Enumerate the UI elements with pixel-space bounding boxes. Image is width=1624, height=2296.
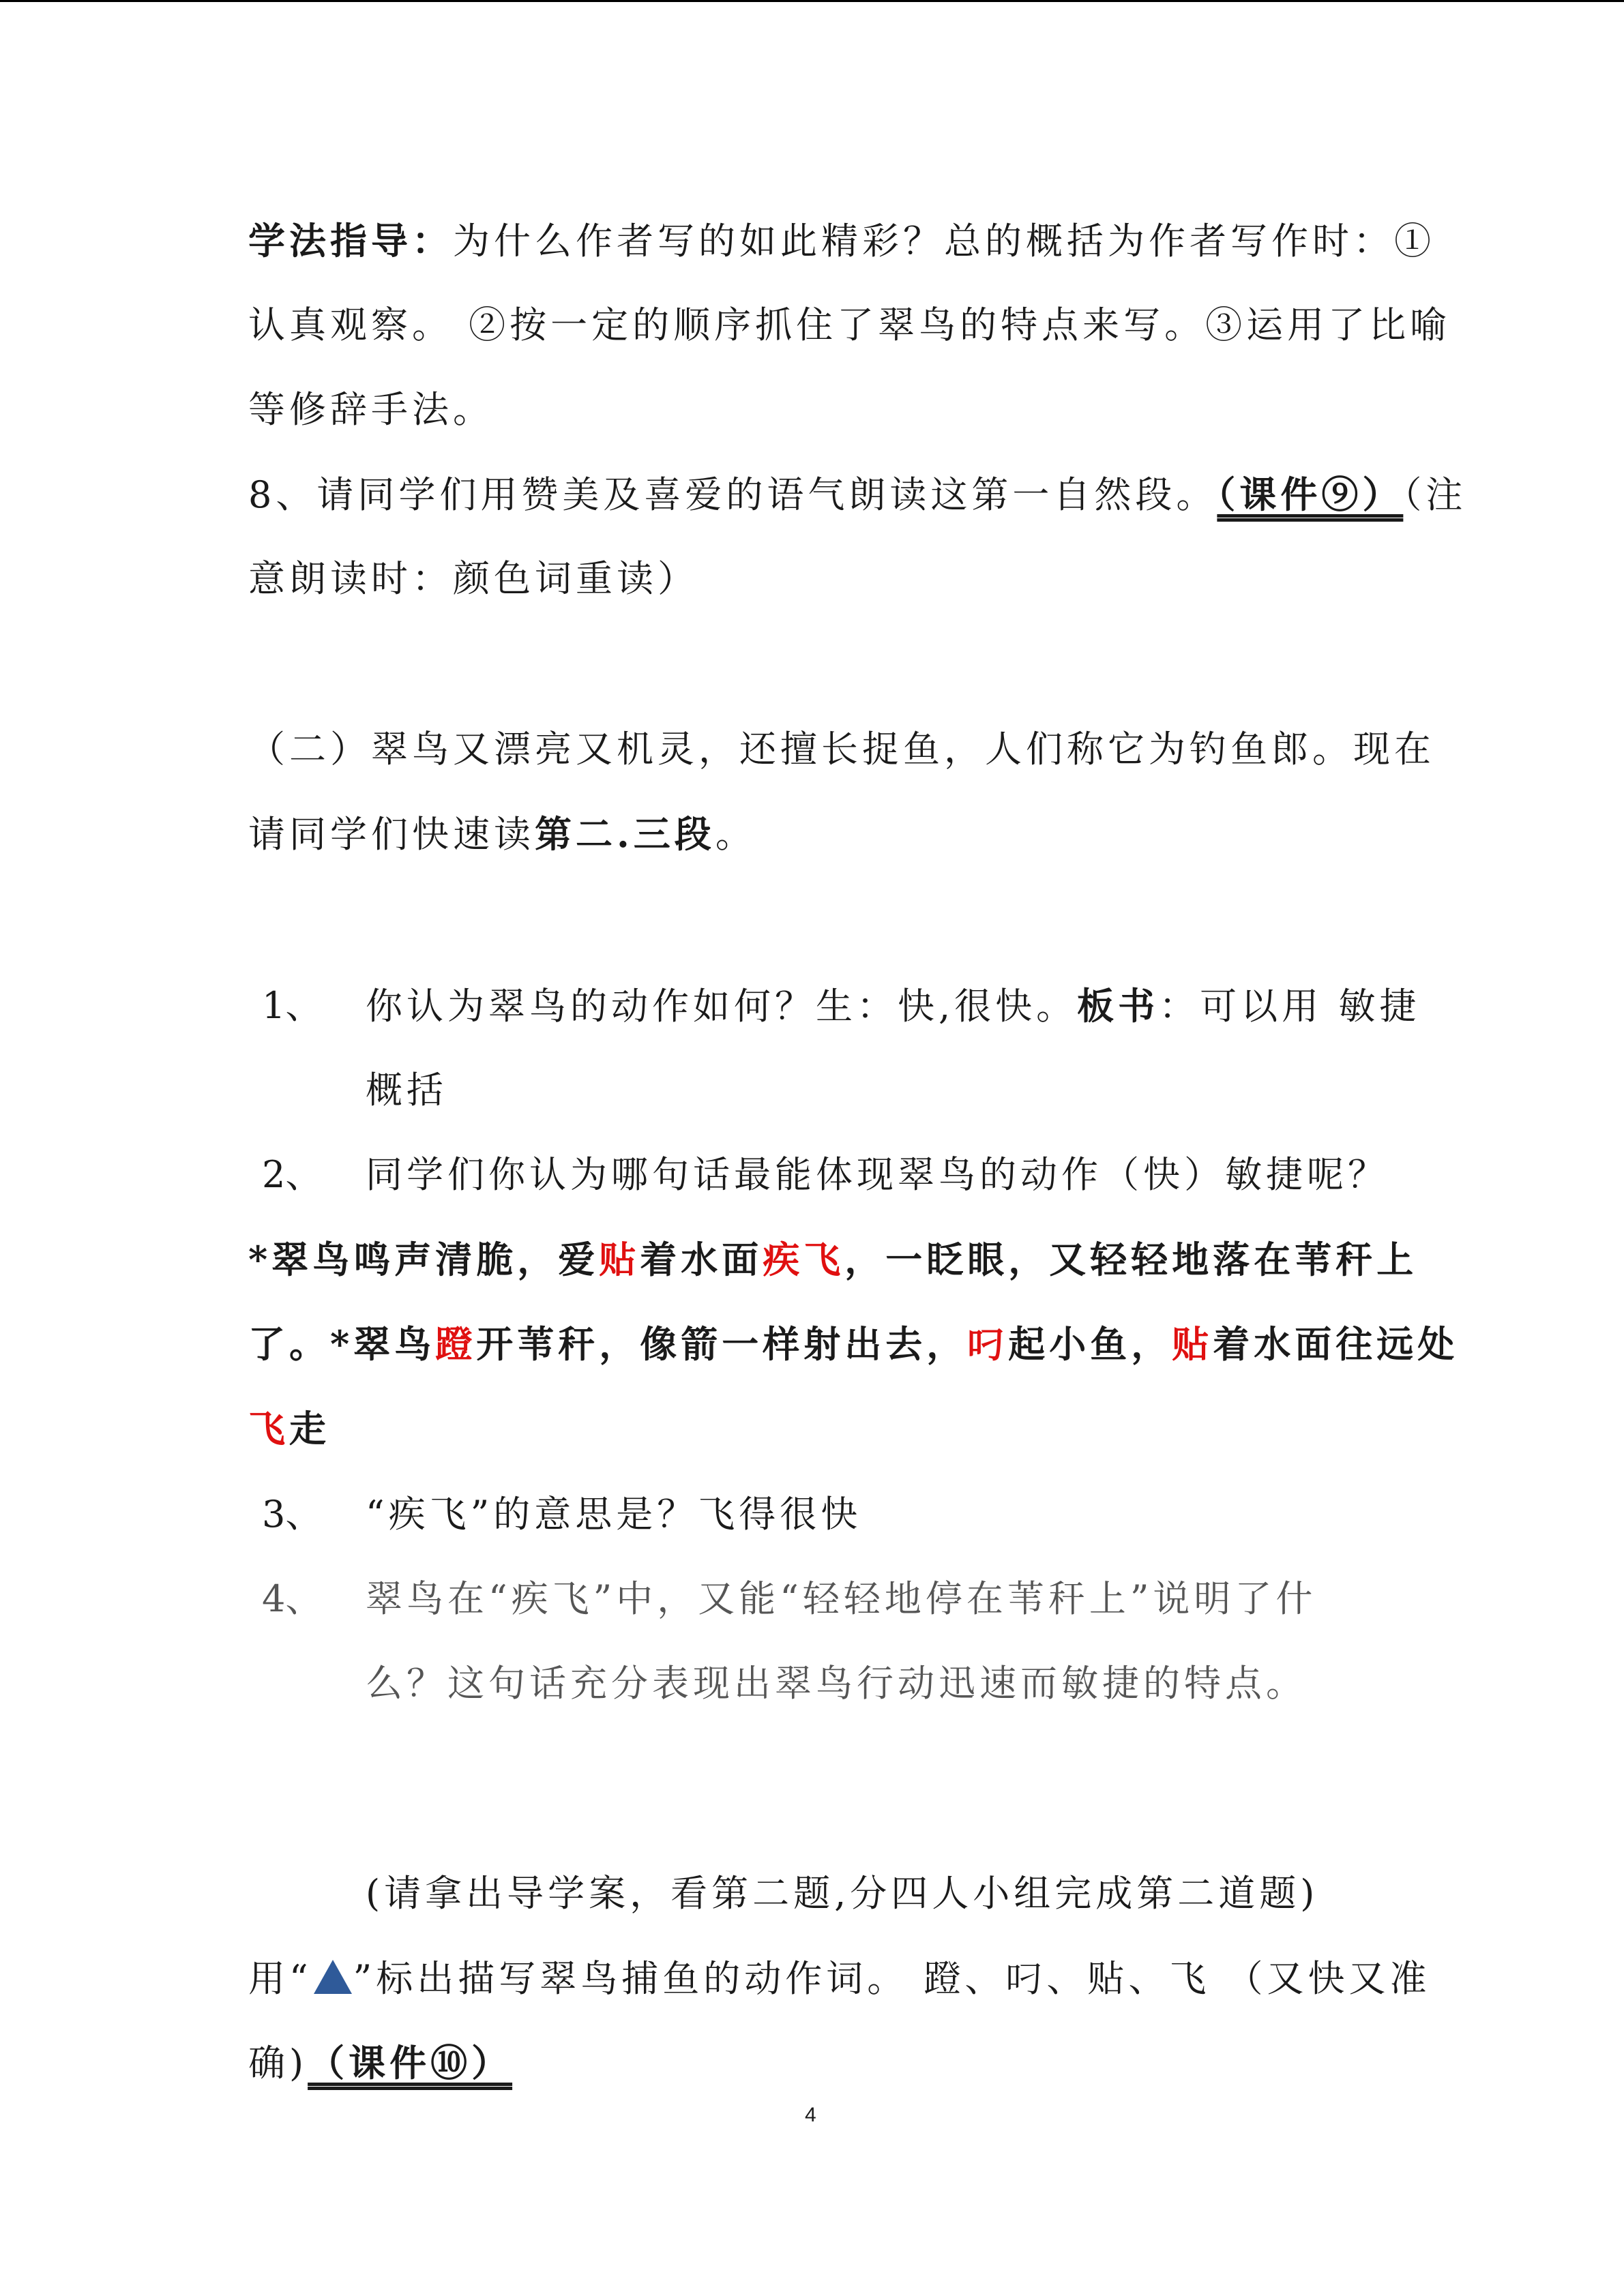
- question-4-line-1: 翠鸟在“疾飞”中，又能“轻轻地停在苇秆上”说明了什: [366, 1577, 1317, 1620]
- section-two-line-1: （二）翠鸟又漂亮又机灵，还擅长捉鱼，人们称它为钓鱼郎。现在: [248, 728, 1435, 771]
- question-3-line: “疾飞”的意思是？飞得很快: [366, 1493, 862, 1536]
- quote-line-3: 飞走: [248, 1407, 330, 1450]
- reading-note-start: （注: [1403, 473, 1467, 516]
- page-top-border: [0, 0, 1624, 2]
- quote-line-2: 了。*翠鸟蹬开苇秆，像箭一样射出去，叼起小鱼，贴着水面往远处: [248, 1322, 1459, 1366]
- method-guide-text: 为什么作者写的如此精彩？总的概括为作者写作时：①: [453, 220, 1435, 263]
- section-two-text: 请同学们快速读: [248, 813, 535, 856]
- method-guide-label: 学法指导：: [248, 219, 453, 263]
- question-1-line-2: 概括: [366, 1069, 447, 1112]
- method-guide-line-1: [248, 219, 1435, 263]
- section-two-end: 。: [715, 813, 756, 856]
- question-4-number: 4、: [262, 1577, 323, 1620]
- courseware-10-link[interactable]: （课件⑩）: [308, 2041, 513, 2085]
- courseware-9-link[interactable]: （课件⑨）: [1217, 473, 1404, 516]
- group-task-line-1: (请拿出导学案，看第二题,分四人小组完成第二道题): [366, 1872, 1319, 1915]
- method-guide-line-2: 认真观察。 ②按一定的顺序抓住了翠鸟的特点来写。③运用了比喻: [248, 303, 1451, 346]
- question-2-line: 同学们你认为哪句话最能体现翠鸟的动作（快）敏捷呢？: [366, 1153, 1389, 1196]
- question-4-line-2: 么？这句话充分表现出翠鸟行动迅速而敏捷的特点。: [366, 1662, 1307, 1705]
- reading-instruction-line-2: 意朗读时：颜色词重读）: [248, 557, 698, 600]
- question-1-text: 你认为翠鸟的动作如何？生：快,很快。: [366, 985, 1078, 1028]
- reading-instruction-line-1: [248, 473, 1467, 516]
- question-1-line-1: [366, 984, 1421, 1028]
- quote-line-1: *翠鸟鸣声清脆，爱贴着水面疾飞，一眨眼，又轻轻地落在苇秆上: [248, 1238, 1418, 1281]
- triangle-icon: [314, 1960, 352, 1994]
- reading-instruction-text: 8、请同学们用赞美及喜爱的语气朗读这第一自然段。: [248, 473, 1217, 516]
- page-number: 4: [805, 2104, 816, 2126]
- group-task-line-2: 用“ ”标出描写翠鸟捕鱼的动作词。 蹬、叼、贴、飞 （又快又准: [248, 1957, 1431, 2000]
- question-1-text-2: ：可以用 敏捷: [1159, 985, 1421, 1028]
- group-task-line-3: 确)（课件⑩）: [248, 2041, 513, 2085]
- section-two-bold: 第二.三段: [535, 812, 715, 856]
- method-guide-line-3: 等修辞手法。: [248, 388, 494, 431]
- question-1-number: 1、: [262, 984, 323, 1027]
- question-2-number: 2、: [262, 1153, 323, 1196]
- board-label: 板书: [1077, 984, 1160, 1028]
- section-two-line-2: [248, 812, 756, 856]
- question-3-number: 3、: [262, 1493, 323, 1536]
